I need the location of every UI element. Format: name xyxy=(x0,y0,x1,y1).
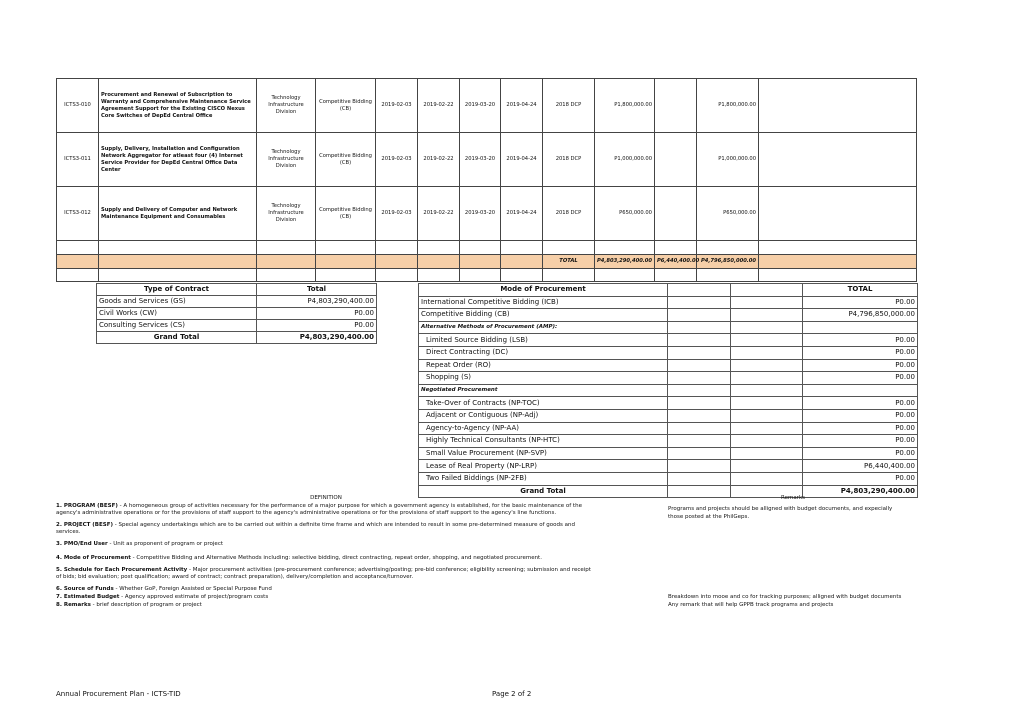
table-row xyxy=(419,296,918,309)
item-description: Supply, Delivery, Installation and Configuration Network Aggregator for atleast four (4) Internet Service Provider for DepEd Central Office Data Center xyxy=(99,133,257,187)
table-row xyxy=(419,359,918,372)
table-row xyxy=(419,409,918,422)
definition-item xyxy=(56,602,596,609)
definition-item xyxy=(56,586,596,593)
item-date: 2019-02-22 xyxy=(418,79,460,133)
mode-label: Agency-to-Agency (NP-AA) xyxy=(419,422,668,435)
mode-value: P0.00 xyxy=(803,435,918,448)
totals-amount: P4,796,850,000.00 xyxy=(697,255,759,269)
item-date: 2019-04-24 xyxy=(501,133,543,187)
mode-of-procurement-table xyxy=(418,283,918,498)
definition-term: 4. Mode of Procurement xyxy=(56,555,131,561)
contract-total-header: Total xyxy=(257,284,377,296)
grand-total-label: Grand Total xyxy=(419,485,668,498)
item-amount: P1,000,000.00 xyxy=(697,133,759,187)
item-date: 2019-03-20 xyxy=(460,187,501,241)
contract-type-label: Consulting Services (CS) xyxy=(97,320,257,332)
definition-text: - Competitive Bidding and Alternative Methods including: selective bidding, direct contracting, repeat order, shopping, and negotiated procurement. xyxy=(132,555,542,561)
mode-label: Limited Source Bidding (LSB) xyxy=(419,334,668,347)
definition-text: - Special agency undertakings which are to be carried out within a definite time frame and which are intended to result in some pre-determined measure of goods and services. xyxy=(56,522,575,536)
item-remarks xyxy=(759,187,917,241)
remarks-title: Remarks xyxy=(781,495,805,501)
item-mode: Competitive Bidding (CB) xyxy=(316,187,376,241)
definition-item xyxy=(56,555,596,562)
table-row xyxy=(97,296,377,308)
mode-label: Shopping (S) xyxy=(419,372,668,385)
mode-value: P0.00 xyxy=(803,346,918,359)
table-row xyxy=(97,308,377,320)
item-amount: P650,000.00 xyxy=(595,187,655,241)
definition-item xyxy=(56,567,596,581)
definition-text: - Agency approved estimate of project/program costs xyxy=(121,594,269,600)
definition-text: - Unit as proponent of program or project xyxy=(109,541,223,547)
item-date: 2019-02-03 xyxy=(376,187,418,241)
mode-value: P0.00 xyxy=(803,372,918,385)
item-date: 2019-02-03 xyxy=(376,133,418,187)
definition-text: - brief description of program or project xyxy=(92,602,202,608)
item-end-user: Technology Infrastructure Division xyxy=(257,133,316,187)
mode-value: P0.00 xyxy=(803,447,918,460)
table-row xyxy=(419,397,918,410)
definition-item xyxy=(56,594,596,601)
definition-text: - Whether GoP, Foreign Assisted or Special Purpose Fund xyxy=(115,586,272,592)
item-amount xyxy=(655,187,697,241)
mode-label: Small Value Procurement (NP-SVP) xyxy=(419,447,668,460)
mode-value: P0.00 xyxy=(803,296,918,309)
item-fund: 2018 DCP xyxy=(543,187,595,241)
item-code: ICTS3-010 xyxy=(57,79,99,133)
definition-text: - Major procurement activities (pre-procurement conference; advertising/posting; pre-bid conference; eligibility screening; submission and receipt of bids; bid evaluation; post qualification; award of contract; contract preparation), delivery/completion and acceptance/turnover. xyxy=(56,567,591,581)
mode-value: P4,796,850,000.00 xyxy=(803,309,918,322)
table-row xyxy=(419,435,918,448)
item-amount: P1,800,000.00 xyxy=(697,79,759,133)
item-code: ICTS3-011 xyxy=(57,133,99,187)
item-date: 2019-03-20 xyxy=(460,133,501,187)
definition-item xyxy=(56,503,596,517)
item-mode: Competitive Bidding (CB) xyxy=(316,79,376,133)
mode-value: P0.00 xyxy=(803,397,918,410)
mode-label: Highly Technical Consultants (NP-HTC) xyxy=(419,435,668,448)
table-row xyxy=(419,372,918,385)
definition-title: DEFINITION xyxy=(310,495,342,501)
item-remarks xyxy=(759,133,917,187)
item-date: 2019-03-20 xyxy=(460,79,501,133)
definition-item xyxy=(56,522,596,536)
definition-item xyxy=(56,541,596,548)
item-date: 2019-02-22 xyxy=(418,187,460,241)
page-number: Page 2 of 2 xyxy=(492,690,532,698)
remarks-line: those posted at the PhilGeps. xyxy=(668,514,750,520)
grand-total-label: Grand Total xyxy=(97,332,257,344)
mode-label: International Competitive Bidding (ICB) xyxy=(419,296,668,309)
contract-type-label: Goods and Services (GS) xyxy=(97,296,257,308)
procurement-items-table xyxy=(56,78,917,282)
grand-total-value: P4,803,290,400.00 xyxy=(257,332,377,344)
table-row xyxy=(419,334,918,347)
definition-term: 5. Schedule for Each Procurement Activity xyxy=(56,567,188,573)
contract-type-value: P0.00 xyxy=(257,308,377,320)
mode-value: P0.00 xyxy=(803,359,918,372)
item-amount xyxy=(655,133,697,187)
remarks-line: Breakdown into mooe and co for tracking purposes; alligned with budget documents xyxy=(668,594,902,600)
definition-term: 6. Source of Funds xyxy=(56,586,114,592)
table-row xyxy=(419,321,918,334)
mode-section-label: Alternative Methods of Procurement (AMP): xyxy=(419,321,668,334)
item-date: 2019-04-24 xyxy=(501,79,543,133)
remarks-line: Any remark that will help GPPB track programs and projects xyxy=(668,602,834,608)
table-row xyxy=(419,309,918,322)
remarks-line: Programs and projects should be alligned with budget documents, and expecially xyxy=(668,506,893,512)
item-end-user: Technology Infrastructure Division xyxy=(257,187,316,241)
item-amount: P1,000,000.00 xyxy=(595,133,655,187)
item-amount: P1,800,000.00 xyxy=(595,79,655,133)
item-amount xyxy=(655,79,697,133)
table-row xyxy=(97,320,377,332)
item-end-user: Technology Infrastructure Division xyxy=(257,79,316,133)
mode-total-header: TOTAL xyxy=(803,284,918,297)
contract-type-value: P4,803,290,400.00 xyxy=(257,296,377,308)
contract-type-label: Civil Works (CW) xyxy=(97,308,257,320)
definition-text: - A homogeneous group of activities necessary for the performance of a major purpose for which a government agency is established, for the basic maintenance of the agency's administrative operations or for the provisions of staff support to the agency's administrative operations or for the provisions of staff support to the agency's line functions. xyxy=(56,503,582,517)
item-mode: Competitive Bidding (CB) xyxy=(316,133,376,187)
item-date: 2019-02-03 xyxy=(376,79,418,133)
item-date: 2019-04-24 xyxy=(501,187,543,241)
table-row xyxy=(419,422,918,435)
definition-term: 2. PROJECT (BESF) xyxy=(56,522,113,528)
definition-term: 8. Remarks xyxy=(56,602,91,608)
definition-term: 7. Estimated Budget xyxy=(56,594,120,600)
table-row xyxy=(57,79,917,133)
table-row xyxy=(419,460,918,473)
mode-value: P0.00 xyxy=(803,409,918,422)
mode-label: Adjacent or Contiguous (NP-Adj) xyxy=(419,409,668,422)
footer-title: Annual Procurement Plan - ICTS-TID xyxy=(56,690,181,698)
contract-type-header: Type of Contract xyxy=(97,284,257,296)
item-description: Procurement and Renewal of Subscription to Warranty and Comprehensive Maintenance Service Agreement Support for the Existing CISCO Nexus Core Switches of DepEd Central Office xyxy=(99,79,257,133)
table-row xyxy=(57,187,917,241)
definition-term: 1. PROGRAM (BESF) xyxy=(56,503,118,509)
mode-label: Two Failed Biddings (NP-2FB) xyxy=(419,472,668,485)
table-row xyxy=(57,269,917,282)
mode-label: Repeat Order (RO) xyxy=(419,359,668,372)
mode-header: Mode of Procurement xyxy=(419,284,668,297)
mode-value: P0.00 xyxy=(803,334,918,347)
item-remarks xyxy=(759,79,917,133)
table-row xyxy=(57,133,917,187)
item-description: Supply and Delivery of Computer and Network Maintenance Equipment and Consumables xyxy=(99,187,257,241)
table-row xyxy=(57,241,917,255)
table-row xyxy=(419,447,918,460)
mode-value: P0.00 xyxy=(803,472,918,485)
definition-term: 3. PMO/End User xyxy=(56,541,108,547)
item-fund: 2018 DCP xyxy=(543,79,595,133)
contract-type-value: P0.00 xyxy=(257,320,377,332)
table-row xyxy=(419,346,918,359)
contract-type-table xyxy=(96,283,377,344)
grand-total-row xyxy=(97,332,377,344)
totals-amount: P4,803,290,400.00 xyxy=(595,255,655,269)
item-code: ICTS3-012 xyxy=(57,187,99,241)
grand-total-value: P4,803,290,400.00 xyxy=(803,485,918,498)
totals-row xyxy=(57,255,917,269)
totals-amount: P6,440,400.00 xyxy=(655,255,697,269)
mode-value: P0.00 xyxy=(803,422,918,435)
mode-label: Competitive Bidding (CB) xyxy=(419,309,668,322)
mode-value: P6,440,400.00 xyxy=(803,460,918,473)
item-amount: P650,000.00 xyxy=(697,187,759,241)
mode-label: Direct Contracting (DC) xyxy=(419,346,668,359)
mode-label: Take-Over of Contracts (NP-TOC) xyxy=(419,397,668,410)
table-row xyxy=(419,472,918,485)
mode-label: Lease of Real Property (NP-LRP) xyxy=(419,460,668,473)
totals-label: TOTAL xyxy=(543,255,595,269)
table-row xyxy=(419,384,918,397)
item-date: 2019-02-22 xyxy=(418,133,460,187)
item-fund: 2018 DCP xyxy=(543,133,595,187)
mode-section-label: Negotiated Procurement xyxy=(419,384,668,397)
